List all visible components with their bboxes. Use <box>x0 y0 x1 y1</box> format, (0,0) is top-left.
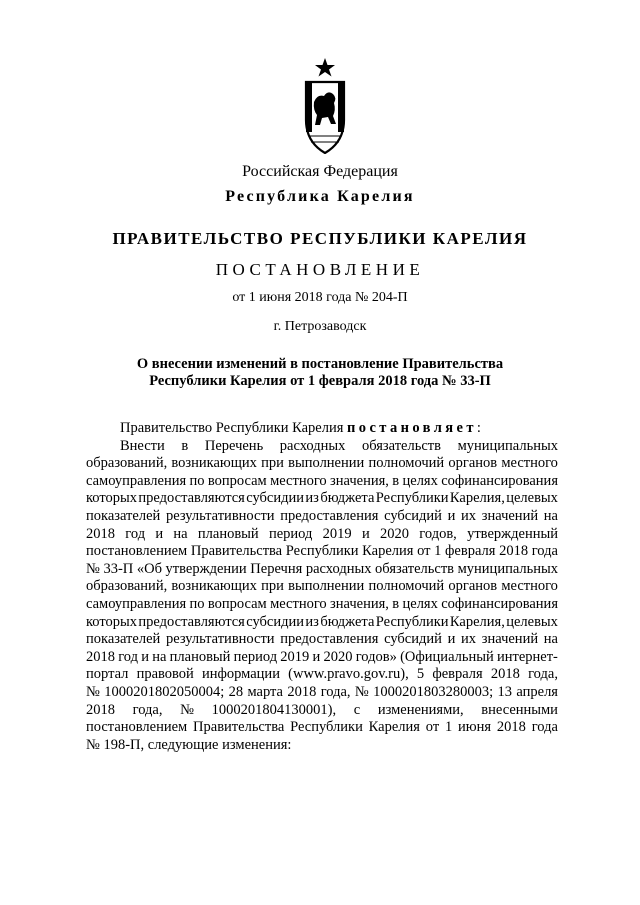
paragraph-line: портал правовой информации (www.pravo.gov.ru), 5 февраля 2018 года, <box>86 666 558 683</box>
country-name: Российская Федерация <box>242 163 398 180</box>
title-line-1: О внесении изменений в постановление Правительства <box>136 356 504 372</box>
document-date-number: от 1 июня 2018 года № 204-П <box>232 290 408 305</box>
intro-end: : <box>476 420 481 436</box>
paragraph-line: 2018 год и на плановый период 2019 и 2020 годов, утвержденный <box>86 525 558 542</box>
paragraph-line: постановлением Правительства Республики Карелия от 1 июня 2018 года <box>86 719 558 736</box>
document-city: г. Петрозаводск <box>273 319 367 334</box>
paragraph-line: которых предоставляются субсидии из бюджета Республики Карелия, целевых <box>86 490 558 507</box>
document-type: ПОСТАНОВЛЕНИЕ <box>215 260 425 279</box>
republic-name: Республика Карелия <box>225 188 415 205</box>
intro-paragraph <box>86 420 558 438</box>
document-title <box>90 356 550 390</box>
government-name: ПРАВИТЕЛЬСТВО РЕСПУБЛИКИ КАРЕЛИЯ <box>112 229 528 248</box>
intro-emphasis: постановляет <box>347 420 477 436</box>
paragraph-line: образований, возникающих при выполнении полномочий органов местного <box>86 455 558 472</box>
paragraph-line: образований, возникающих при выполнении полномочий органов местного <box>86 578 558 595</box>
intro-text: Правительство Республики Карелия <box>120 420 348 436</box>
paragraph-line: № 33-П «Об утверждении Перечня расходных обязательств муниципальных <box>86 560 558 577</box>
paragraph-line: 2018 год и на плановый период 2019 и 2020 годов» (Официальный интернет- <box>86 648 558 665</box>
paragraph-line: которых предоставляются субсидии из бюджета Республики Карелия, целевых <box>86 613 558 630</box>
paragraph-line: самоуправления по вопросам местного значения, в целях софинансирования <box>86 472 558 489</box>
paragraph-line: самоуправления по вопросам местного значения, в целях софинансирования <box>86 595 558 612</box>
paragraph-line: № 198-П, следующие изменения: <box>86 736 292 753</box>
paragraph-line: 2018 года, № 1000201804130001), с изменениями, внесенными <box>86 701 558 718</box>
paragraph-line: показателей результативности предоставления субсидий и их значений на <box>86 631 558 648</box>
paragraph-line: показателей результативности предоставления субсидий и их значений на <box>86 507 558 524</box>
title-line-2: Республики Карелия от 1 февраля 2018 года № 33-П <box>149 373 491 389</box>
paragraph-line: Внести в Перечень расходных обязательств муниципальных <box>120 437 558 454</box>
karelia-coat-of-arms-icon <box>303 58 347 154</box>
paragraph-line: № 1000201802050004; 28 марта 2018 года, № 1000201803280003; 13 апреля <box>86 683 558 700</box>
main-paragraph <box>86 438 558 755</box>
document-body <box>86 420 558 754</box>
paragraph-line: постановлением Правительства Республики Карелия от 1 февраля 2018 года <box>86 543 558 560</box>
